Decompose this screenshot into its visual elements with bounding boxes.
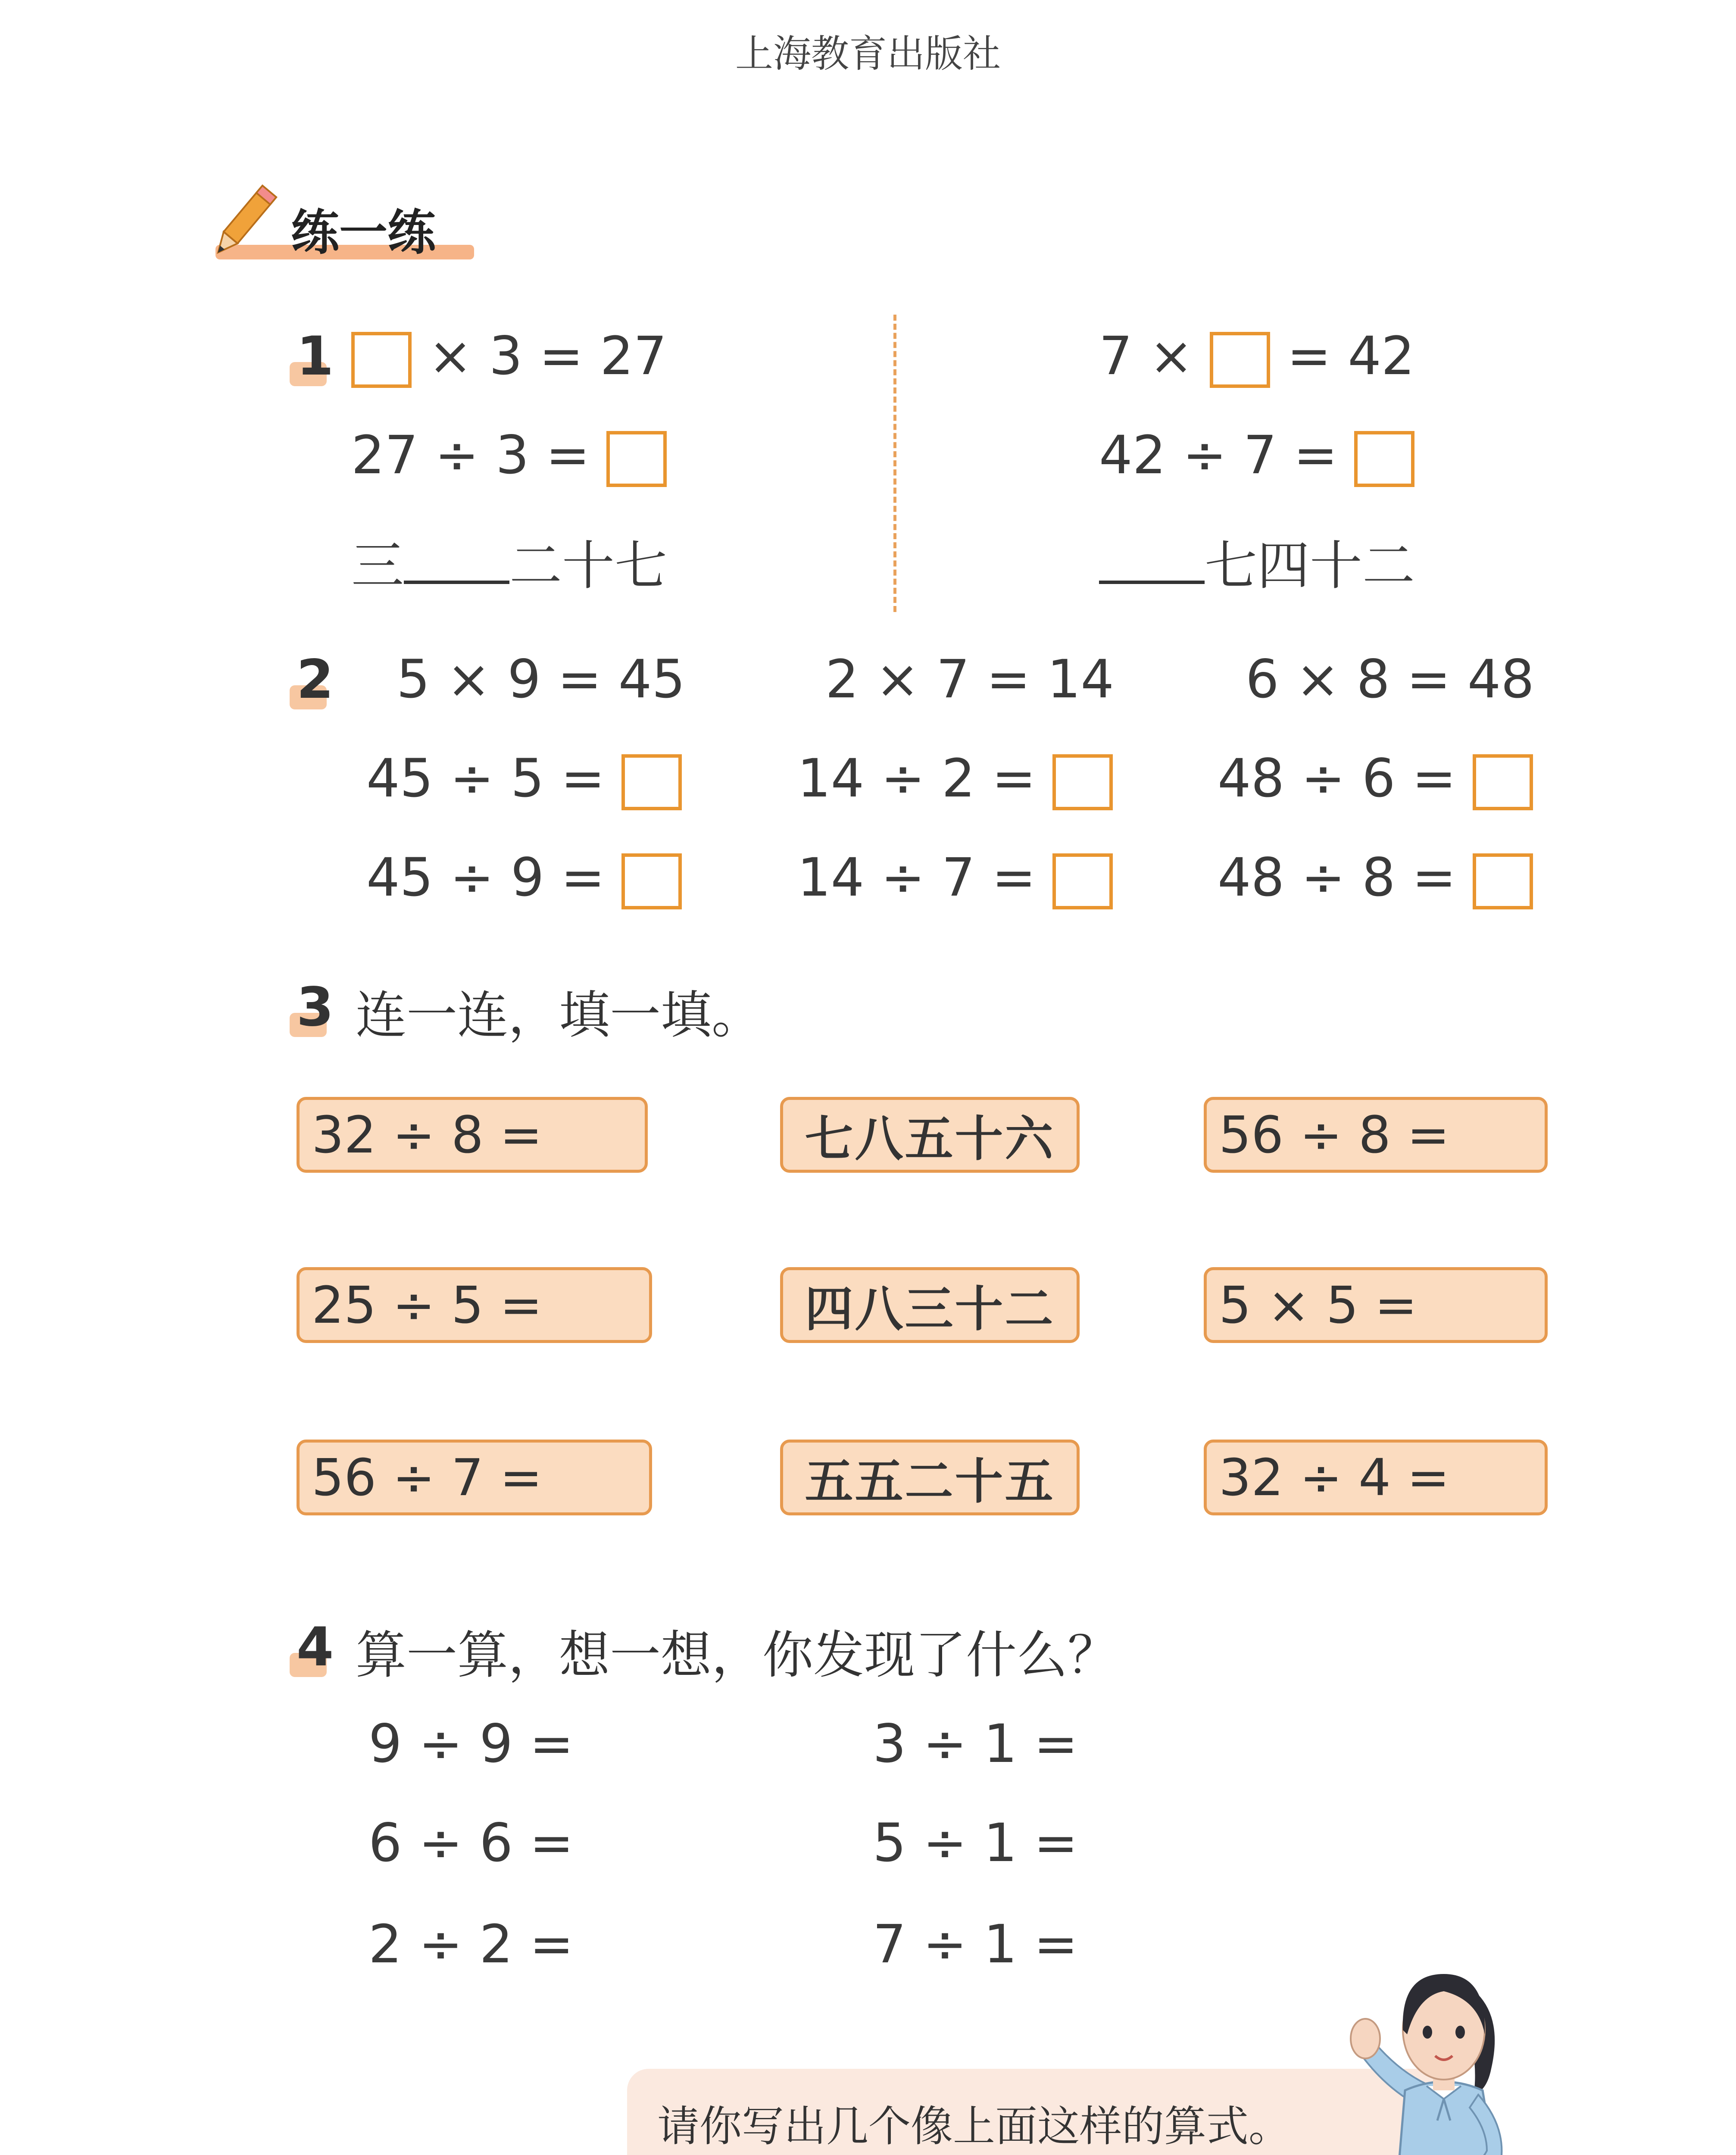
match-card-left[interactable]: 56 ÷ 7 = [297,1440,652,1515]
match-card-right[interactable]: 5 × 5 = [1204,1267,1548,1343]
answer-box[interactable] [1473,754,1533,810]
q2-col2-head: 2 × 7 = 14 [825,649,1115,710]
answer-blank[interactable] [1099,537,1205,584]
q4-number: 4 [297,1616,334,1678]
q1-left-line1 [351,325,667,388]
q2-col3-a-text: 48 ÷ 6 = [1218,748,1456,809]
q1-left-line2 [351,425,667,487]
q1-right-line1-head: 7 × [1099,325,1193,387]
pencil-icon [203,181,280,267]
q1-left-line3-a: 三 [351,535,404,597]
q4-right-1: 3 ÷ 1 = [873,1713,1078,1774]
q1-right-line1-tail: = 42 [1287,325,1415,387]
q3-instruction: 连一连，填一填。 [356,985,763,1045]
answer-box[interactable] [1473,853,1533,909]
q1-right-line3-text: 七四十二 [1205,535,1415,597]
q4-right-3: 7 ÷ 1 = [873,1914,1078,1975]
answer-box[interactable] [1210,332,1270,388]
q4-left-1: 9 ÷ 9 = [368,1713,574,1774]
match-card-right[interactable]: 56 ÷ 8 = [1204,1097,1548,1173]
q2-col1-b [366,847,682,909]
q2-col1-b-text: 45 ÷ 9 = [366,847,605,908]
q2-number: 2 [297,649,334,711]
q2-col3-b-text: 48 ÷ 8 = [1218,847,1456,908]
teacher-illustration [1314,1927,1595,2155]
q1-number: 1 [297,325,334,387]
match-card-middle[interactable]: 五五二十五 [780,1440,1080,1515]
answer-box[interactable] [1354,431,1414,487]
q4-left-2: 6 ÷ 6 = [368,1812,574,1874]
match-card-middle[interactable]: 七八五十六 [780,1097,1080,1173]
q1-left-line3-b: 二十七 [509,535,667,597]
q2-col1-a-text: 45 ÷ 5 = [366,748,605,809]
answer-box[interactable] [606,431,667,487]
q1-right-line2-text: 42 ÷ 7 = [1099,425,1338,486]
q2-col3-a [1218,748,1533,810]
publisher-header: 上海教育出版社 [735,31,1001,76]
answer-box[interactable] [621,853,682,909]
answer-box[interactable] [1052,754,1113,810]
match-card-middle[interactable]: 四八三十二 [780,1267,1080,1343]
q2-col2-a [797,748,1113,810]
q2-col1-head: 5 × 9 = 45 [397,649,686,710]
answer-box[interactable] [621,754,682,810]
q2-col1-a [366,748,682,810]
q2-col3-b [1218,847,1533,909]
q1-right-line2 [1099,425,1414,487]
q1-divider [893,315,896,612]
match-card-left[interactable]: 32 ÷ 8 = [297,1097,648,1173]
answer-box[interactable] [1052,853,1113,909]
q1-left-line1-text: × 3 = 27 [428,325,667,387]
match-card-left[interactable]: 25 ÷ 5 = [297,1267,652,1343]
answer-box[interactable] [351,332,412,388]
q4-instruction: 算一算，想一想，你发现了什么？ [356,1625,1119,1685]
q2-col2-b-text: 14 ÷ 7 = [797,847,1036,908]
answer-blank[interactable] [404,537,509,584]
q2-col2-a-text: 14 ÷ 2 = [797,748,1036,809]
q1-right-line1 [1099,325,1414,388]
speech-text: 请你写出几个像上面这样的算式。 [657,2102,1291,2151]
match-card-right[interactable]: 32 ÷ 4 = [1204,1440,1548,1515]
q1-left-line2-text: 27 ÷ 3 = [351,425,590,486]
q1-right-line3 [1099,524,1415,599]
q3-number: 3 [297,976,334,1038]
q4-left-3: 2 ÷ 2 = [368,1914,574,1975]
q2-col3-head: 6 × 8 = 48 [1246,649,1535,710]
section-header [203,181,478,267]
q2-col2-b [797,847,1113,909]
section-title: 练一练 [291,204,436,261]
q4-right-2: 5 ÷ 1 = [873,1812,1078,1874]
q1-left-line3 [351,524,667,599]
